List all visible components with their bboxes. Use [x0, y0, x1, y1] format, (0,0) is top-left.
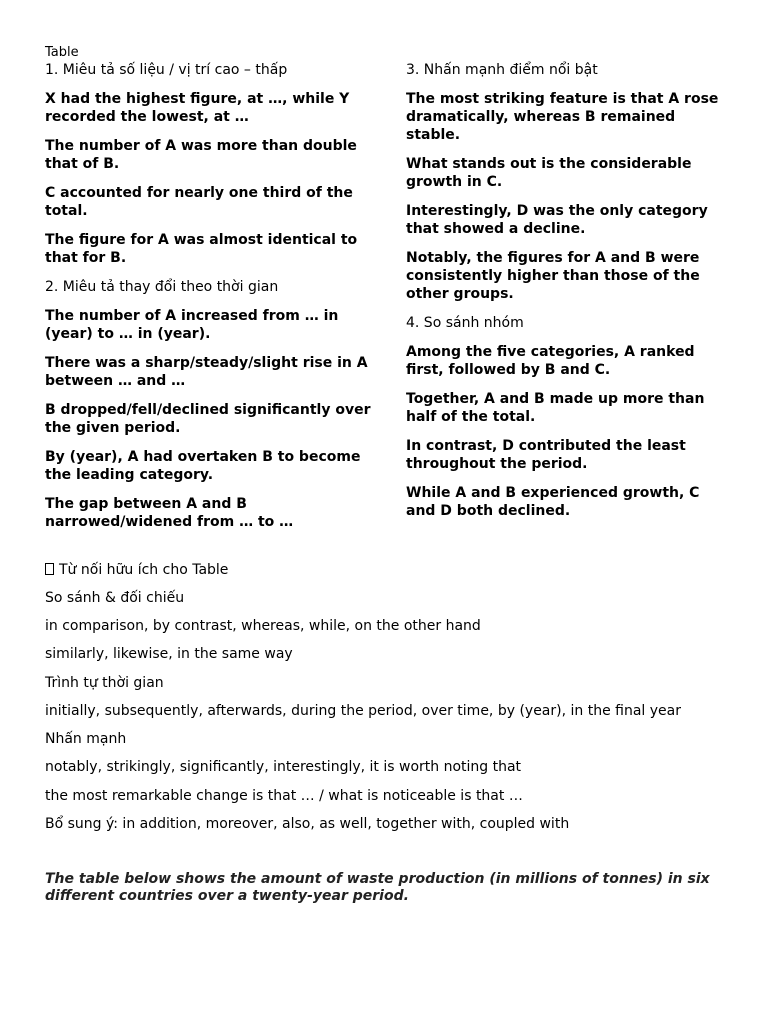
- task-prompt: The table below shows the amount of waste production (in millions of tonnes) in six different countries over a twenty-year period.: [45, 871, 710, 904]
- phrase-item: C accounted for nearly one third of the total.: [45, 185, 353, 219]
- phrase-item: B dropped/fell/declined significantly over the given period.: [45, 402, 371, 436]
- phrase-item: The number of A increased from … in (year) to … in (year).: [45, 308, 339, 342]
- addition-line: Bổ sung ý: in addition, moreover, also, as well, together with, coupled with: [45, 816, 570, 832]
- phrase-item: There was a sharp/steady/slight rise in A between … and …: [45, 355, 368, 389]
- emphasis-line: notably, strikingly, significantly, interestingly, it is worth noting that: [45, 759, 522, 775]
- emphasis-line: the most remarkable change is that … / what is noticeable is that …: [45, 788, 523, 804]
- linking-words-title: [45, 561, 228, 579]
- phrase-item: X had the highest figure, at …, while Y recorded the lowest, at …: [45, 91, 350, 125]
- phrase-item: The most striking feature is that A rose dramatically, whereas B remained stable.: [406, 91, 719, 143]
- compare-line: in comparison, by contrast, whereas, while, on the other hand: [45, 618, 481, 634]
- compare-heading: So sánh & đối chiếu: [45, 590, 185, 606]
- time-line: initially, subsequently, afterwards, during the period, over time, by (year), in the final year: [45, 703, 681, 719]
- phrase-item: In contrast, D contributed the least throughout the period.: [406, 438, 686, 472]
- phrase-item: By (year), A had overtaken B to become the leading category.: [45, 449, 361, 483]
- phrase-item: The number of A was more than double that of B.: [45, 138, 357, 172]
- phrase-item: What stands out is the considerable growth in C.: [406, 156, 692, 190]
- linking-words-title-text: Từ nối hữu ích cho Table: [59, 562, 229, 578]
- emphasis-heading: Nhấn mạnh: [45, 731, 127, 747]
- left-column: [45, 61, 375, 542]
- phrase-item: Notably, the figures for A and B were consistently higher than those of the other groups.: [406, 250, 700, 302]
- document-title: Table: [45, 45, 79, 60]
- section-heading-change-over-time: 2. Miêu tả thay đổi theo thời gian: [45, 279, 279, 295]
- section-heading-describe-figures: 1. Miêu tả số liệu / vị trí cao – thấp: [45, 62, 288, 78]
- right-column: [406, 61, 726, 531]
- time-heading: Trình tự thời gian: [45, 675, 164, 691]
- phrase-item: Interestingly, D was the only category that showed a decline.: [406, 203, 708, 237]
- phrase-item: The gap between A and B narrowed/widened from … to …: [45, 496, 294, 530]
- compare-line: similarly, likewise, in the same way: [45, 646, 293, 662]
- missing-glyph-icon: [45, 563, 54, 575]
- phrase-item: Among the five categories, A ranked first, followed by B and C.: [406, 344, 695, 378]
- phrase-item: While A and B experienced growth, C and D both declined.: [406, 485, 700, 519]
- phrase-item: The figure for A was almost identical to that for B.: [45, 232, 358, 266]
- section-heading-group-comparison: 4. So sánh nhóm: [406, 315, 524, 331]
- phrase-item: Together, A and B made up more than half of the total.: [406, 391, 705, 425]
- section-heading-highlights: 3. Nhấn mạnh điểm nổi bật: [406, 62, 598, 78]
